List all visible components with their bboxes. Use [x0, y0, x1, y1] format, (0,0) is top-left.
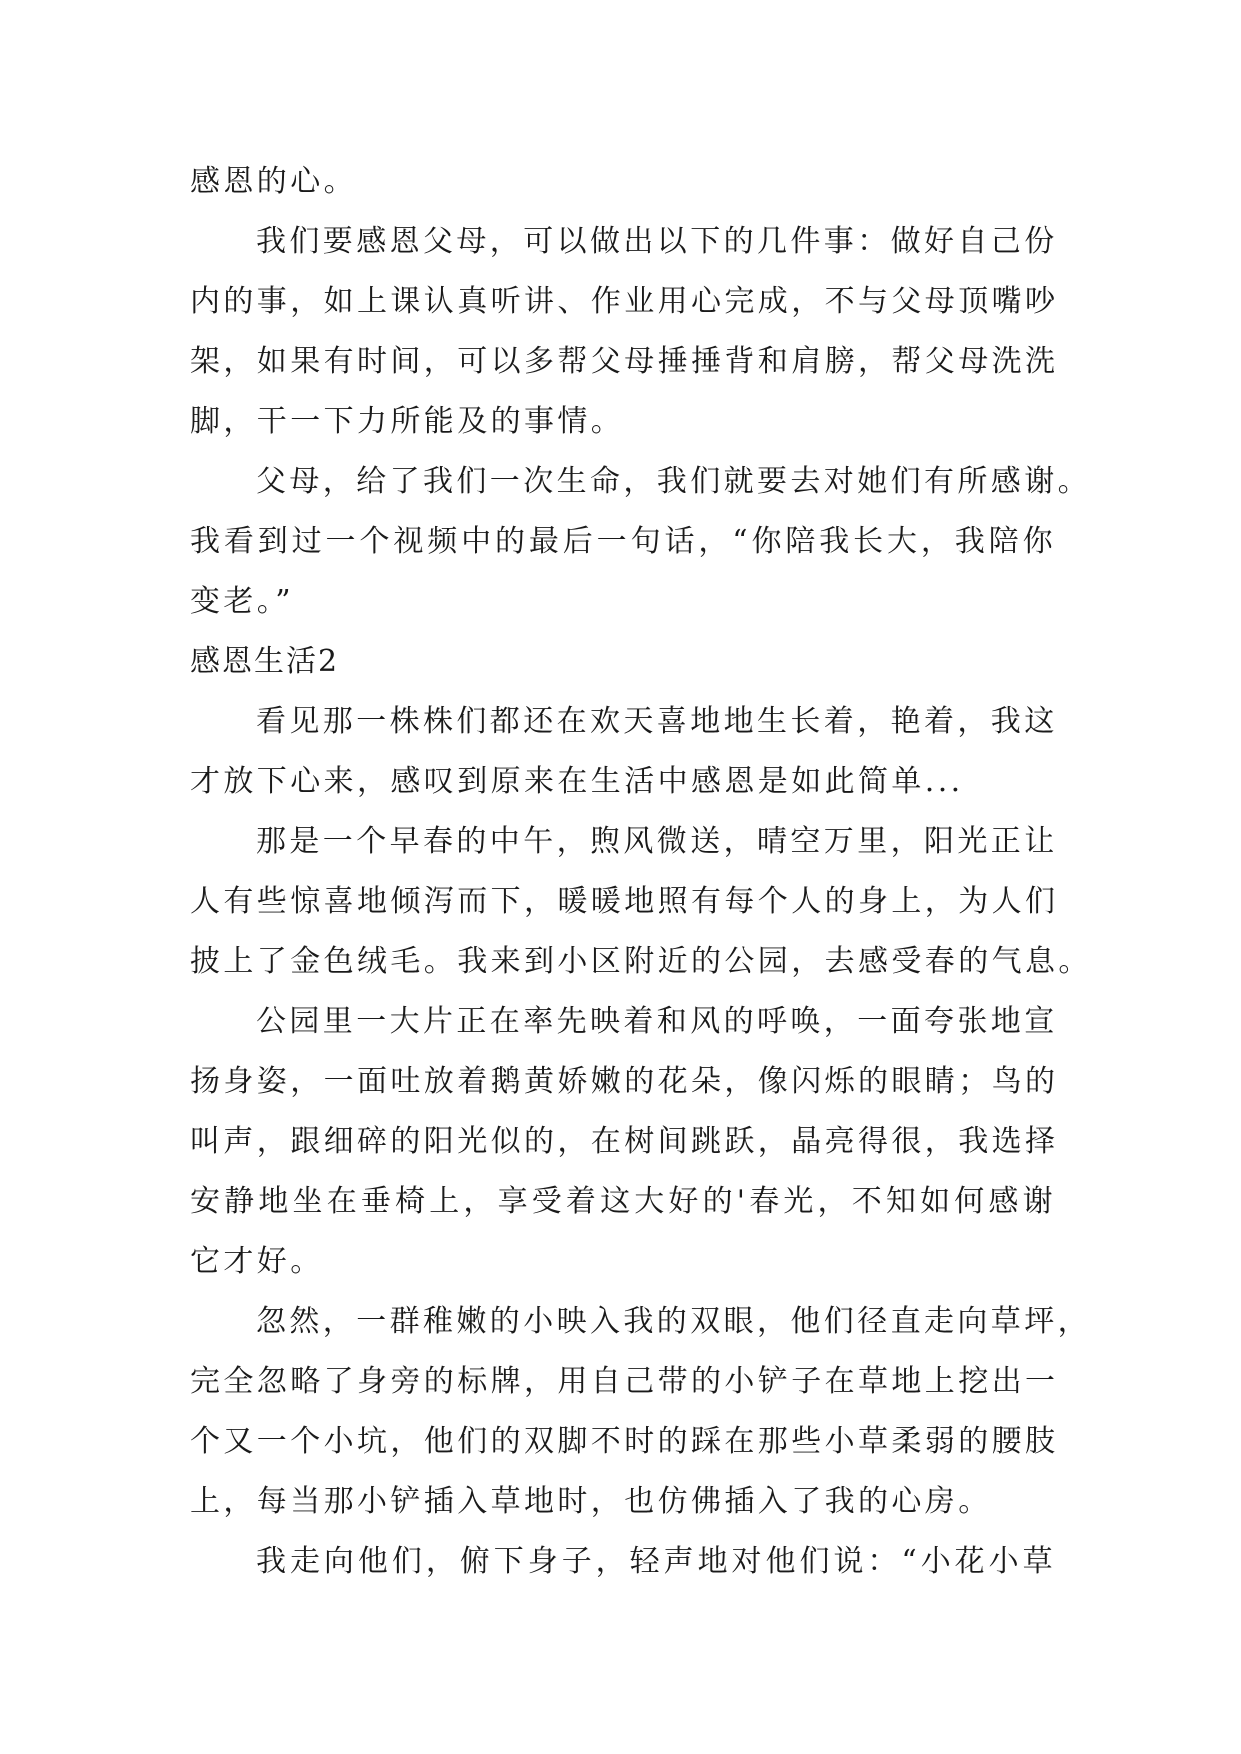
document-body — [190, 152, 1092, 1592]
text-line: 变老。” — [190, 584, 294, 619]
text-line: 安静地坐在垂椅上，享受着这大好的'春光，不知如何感谢 — [190, 1184, 1056, 1219]
text-line: 公园里一大片正在率先映着和风的呼唤，一面夸张地宣 — [256, 1004, 1058, 1039]
text-line: 忽然，一群稚嫩的小映入我的双眼，他们径直走向草坪， — [256, 1304, 1091, 1339]
section-heading: 感恩生活2 — [190, 644, 340, 679]
text-line: 我们要感恩父母，可以做出以下的几件事：做好自己份 — [256, 224, 1058, 259]
text-line: 我走向他们，俯下身子，轻声地对他们说：“小花小草 — [256, 1544, 1056, 1579]
text-line: 架，如果有时间，可以多帮父母捶捶背和肩膀，帮父母洗洗 — [190, 344, 1059, 379]
text-line: 才放下心来，感叹到原来在生活中感恩是如此简单... — [190, 764, 964, 799]
text-line: 人有些惊喜地倾泻而下，暖暖地照有每个人的身上，为人们 — [190, 884, 1059, 919]
text-line: 个又一个小坑，他们的双脚不时的踩在那些小草柔弱的腰肢 — [190, 1424, 1059, 1459]
text-line: 扬身姿，一面吐放着鹅黄娇嫩的花朵，像闪烁的眼睛；鸟的 — [190, 1064, 1059, 1099]
text-line: 看见那一株株们都还在欢天喜地地生长着，艳着，我这 — [256, 704, 1058, 739]
text-line: 感恩的心。 — [190, 164, 357, 199]
text-line: 完全忽略了身旁的标牌，用自己带的小铲子在草地上挖出一 — [190, 1364, 1059, 1399]
text-line: 我看到过一个视频中的最后一句话，“你陪我长大，我陪你 — [190, 524, 1056, 559]
text-line: 叫声，跟细碎的阳光似的，在树间跳跃，晶亮得很，我选择 — [190, 1124, 1059, 1159]
text-line: 披上了金色绒毛。我来到小区附近的公园，去感受春的气息。 — [190, 944, 1092, 979]
text-line: 内的事，如上课认真听讲、作业用心完成，不与父母顶嘴吵 — [190, 284, 1059, 319]
text-line: 脚，干一下力所能及的事情。 — [190, 404, 625, 439]
text-line: 父母，给了我们一次生命，我们就要去对她们有所感谢。 — [256, 464, 1091, 499]
text-line: 上，每当那小铲插入草地时，也仿佛插入了我的心房。 — [190, 1484, 992, 1519]
text-line: 它才好。 — [190, 1244, 324, 1279]
text-line: 那是一个早春的中午，煦风微送，晴空万里，阳光正让 — [256, 824, 1058, 859]
